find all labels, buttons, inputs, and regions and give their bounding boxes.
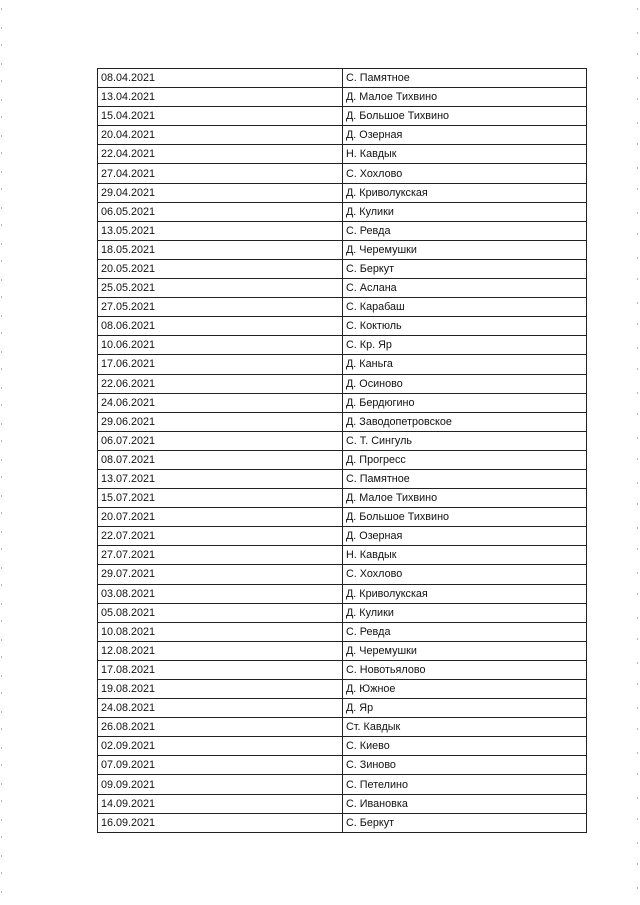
date-cell: 10.06.2021 xyxy=(98,336,343,355)
place-cell: Д. Южное xyxy=(343,680,587,699)
place-cell: С. Новотьялово xyxy=(343,660,587,679)
scan-dot xyxy=(1,44,2,46)
scan-dot xyxy=(637,413,638,415)
place-cell: С. Хохлово xyxy=(343,565,587,584)
scan-dot xyxy=(637,233,638,235)
right-scan-edge xyxy=(637,0,639,905)
scan-dot xyxy=(637,617,638,619)
scan-dot xyxy=(1,872,2,874)
scan-dot xyxy=(637,368,638,370)
date-cell: 14.09.2021 xyxy=(98,794,343,813)
scan-dot xyxy=(637,842,638,844)
date-cell: 18.05.2021 xyxy=(98,240,343,259)
scan-dot xyxy=(1,440,2,442)
date-cell: 07.09.2021 xyxy=(98,756,343,775)
table-row xyxy=(98,107,587,126)
scan-dot xyxy=(637,98,638,100)
scan-dot xyxy=(1,692,2,694)
place-cell: Д. Большое Тихвино xyxy=(343,107,587,126)
table-row xyxy=(98,279,587,298)
scan-dot xyxy=(637,437,638,439)
scan-dot xyxy=(1,603,2,605)
place-cell: С. Аслана xyxy=(343,279,587,298)
scan-dot xyxy=(1,800,2,802)
scan-dot xyxy=(1,296,2,298)
schedule-table xyxy=(97,68,587,833)
place-cell: С. Петелино xyxy=(343,775,587,794)
date-cell: 05.08.2021 xyxy=(98,603,343,622)
scan-dot xyxy=(637,662,638,664)
date-cell: 02.09.2021 xyxy=(98,737,343,756)
scan-dot xyxy=(637,503,638,505)
table-row xyxy=(98,69,587,88)
scan-dot xyxy=(637,278,638,280)
table-row xyxy=(98,355,587,374)
scan-dot xyxy=(1,476,2,478)
date-cell: 19.08.2021 xyxy=(98,680,343,699)
scan-dot xyxy=(1,855,2,857)
scan-dot xyxy=(1,548,2,550)
table-row xyxy=(98,126,587,145)
scan-dot xyxy=(1,404,2,406)
scan-dot xyxy=(1,99,2,101)
date-cell: 29.06.2021 xyxy=(98,412,343,431)
scan-dot xyxy=(637,8,638,10)
scan-dot xyxy=(637,257,638,259)
table-row xyxy=(98,221,587,240)
scan-dot xyxy=(1,584,2,586)
date-cell: 08.04.2021 xyxy=(98,69,343,88)
table-row xyxy=(98,680,587,699)
table-row xyxy=(98,813,587,832)
place-cell: Д. Малое Тихвино xyxy=(343,489,587,508)
scan-dot xyxy=(637,638,638,640)
scan-dot xyxy=(637,527,638,529)
place-cell: Д. Заводопетровское xyxy=(343,412,587,431)
scan-dot xyxy=(1,279,2,281)
table-row xyxy=(98,164,587,183)
scan-dot xyxy=(637,593,638,595)
scan-dot xyxy=(637,302,638,304)
scan-dot xyxy=(1,620,2,622)
table-row xyxy=(98,431,587,450)
scan-dot xyxy=(1,783,2,785)
table-row xyxy=(98,336,587,355)
place-cell: Д. Осиново xyxy=(343,374,587,393)
table-row xyxy=(98,527,587,546)
date-cell: 24.08.2021 xyxy=(98,699,343,718)
table-row xyxy=(98,450,587,469)
place-cell: С. Карабаш xyxy=(343,298,587,317)
scan-dot xyxy=(1,332,2,334)
scan-dot xyxy=(1,224,2,226)
date-cell: 17.06.2021 xyxy=(98,355,343,374)
scan-dot xyxy=(1,711,2,713)
scan-dot xyxy=(637,572,638,574)
date-cell: 13.04.2021 xyxy=(98,88,343,107)
scan-dot xyxy=(1,531,2,533)
date-cell: 06.07.2021 xyxy=(98,431,343,450)
place-cell: С. Кр. Яр xyxy=(343,336,587,355)
scan-dot xyxy=(637,548,638,550)
scan-dot xyxy=(1,171,2,173)
scan-dot xyxy=(637,77,638,79)
scan-dot xyxy=(637,818,638,820)
place-cell: С. Беркут xyxy=(343,259,587,278)
place-cell: Д. Прогресс xyxy=(343,450,587,469)
place-cell: Д. Бердюгино xyxy=(343,393,587,412)
scan-dot xyxy=(637,752,638,754)
date-cell: 24.06.2021 xyxy=(98,393,343,412)
scan-dot xyxy=(1,495,2,497)
scan-dot xyxy=(637,773,638,775)
table-row xyxy=(98,508,587,527)
table-row xyxy=(98,393,587,412)
date-cell: 22.06.2021 xyxy=(98,374,343,393)
place-cell: С. Памятное xyxy=(343,469,587,488)
scan-dot xyxy=(637,212,638,214)
date-cell: 15.07.2021 xyxy=(98,489,343,508)
place-cell: С. Зиново xyxy=(343,756,587,775)
date-cell: 26.08.2021 xyxy=(98,718,343,737)
place-cell: С. Памятное xyxy=(343,69,587,88)
schedule-table-body xyxy=(98,69,587,833)
date-cell: 12.08.2021 xyxy=(98,641,343,660)
scan-dot xyxy=(637,482,638,484)
date-cell: 17.08.2021 xyxy=(98,660,343,679)
place-cell: Д. Каньга xyxy=(343,355,587,374)
place-cell: Д. Криволукская xyxy=(343,183,587,202)
date-cell: 29.04.2021 xyxy=(98,183,343,202)
place-cell: С. Ивановка xyxy=(343,794,587,813)
scan-dot xyxy=(1,728,2,730)
date-cell: 08.07.2021 xyxy=(98,450,343,469)
scan-dot xyxy=(637,53,638,55)
scan-dot xyxy=(637,167,638,169)
scan-dot xyxy=(1,315,2,317)
date-cell: 08.06.2021 xyxy=(98,317,343,336)
date-cell: 09.09.2021 xyxy=(98,775,343,794)
table-row xyxy=(98,240,587,259)
date-cell: 20.05.2021 xyxy=(98,259,343,278)
place-cell: Д. Озерная xyxy=(343,126,587,145)
date-cell: 20.07.2021 xyxy=(98,508,343,527)
place-cell: Д. Яр xyxy=(343,699,587,718)
scan-dot xyxy=(637,323,638,325)
date-cell: 13.05.2021 xyxy=(98,221,343,240)
place-cell: Д. Большое Тихвино xyxy=(343,508,587,527)
scan-dot xyxy=(1,387,2,389)
scan-dot xyxy=(1,188,2,190)
table-row xyxy=(98,603,587,622)
scan-dot xyxy=(1,135,2,137)
place-cell: С. Коктюль xyxy=(343,317,587,336)
scan-dot xyxy=(637,683,638,685)
date-cell: 13.07.2021 xyxy=(98,469,343,488)
date-cell: 03.08.2021 xyxy=(98,584,343,603)
date-cell: 20.04.2021 xyxy=(98,126,343,145)
date-cell: 15.04.2021 xyxy=(98,107,343,126)
left-scan-edge xyxy=(1,0,3,905)
scan-dot xyxy=(637,188,638,190)
scan-dot xyxy=(1,152,2,154)
place-cell: Д. Озерная xyxy=(343,527,587,546)
place-cell: С. Киево xyxy=(343,737,587,756)
table-row xyxy=(98,622,587,641)
table-row xyxy=(98,794,587,813)
place-cell: Д. Черемушки xyxy=(343,240,587,259)
table-row xyxy=(98,737,587,756)
scan-dot xyxy=(1,8,2,10)
scan-dot xyxy=(1,260,2,262)
place-cell: Д. Кулики xyxy=(343,202,587,221)
table-row xyxy=(98,374,587,393)
table-row xyxy=(98,718,587,737)
table-row xyxy=(98,775,587,794)
scan-dot xyxy=(637,863,638,865)
scan-dot xyxy=(1,675,2,677)
scan-dot xyxy=(637,707,638,709)
table-row xyxy=(98,641,587,660)
scan-dot xyxy=(1,351,2,353)
place-cell: С. Беркут xyxy=(343,813,587,832)
scan-dot xyxy=(637,797,638,799)
place-cell: Ст. Кавдык xyxy=(343,718,587,737)
scan-dot xyxy=(637,143,638,145)
place-cell: Д. Криволукская xyxy=(343,584,587,603)
scan-dot xyxy=(637,32,638,34)
scan-dot xyxy=(1,423,2,425)
table-row xyxy=(98,88,587,107)
place-cell: Н. Кавдык xyxy=(343,546,587,565)
date-cell: 25.05.2021 xyxy=(98,279,343,298)
place-cell: С. Ревда xyxy=(343,221,587,240)
scan-dot xyxy=(1,764,2,766)
place-cell: Д. Черемушки xyxy=(343,641,587,660)
date-cell: 29.07.2021 xyxy=(98,565,343,584)
place-cell: С. Т. Сингуль xyxy=(343,431,587,450)
scan-dot xyxy=(1,891,2,893)
date-cell: 27.05.2021 xyxy=(98,298,343,317)
scan-dot xyxy=(1,63,2,65)
scan-dot xyxy=(637,122,638,124)
scan-dot xyxy=(1,80,2,82)
table-row xyxy=(98,298,587,317)
scan-dot xyxy=(637,728,638,730)
place-cell: Д. Кулики xyxy=(343,603,587,622)
table-row xyxy=(98,145,587,164)
table-row xyxy=(98,565,587,584)
date-cell: 27.07.2021 xyxy=(98,546,343,565)
table-row xyxy=(98,699,587,718)
scan-dot xyxy=(1,836,2,838)
scan-dot xyxy=(637,458,638,460)
table-row xyxy=(98,183,587,202)
table-row xyxy=(98,202,587,221)
table-row xyxy=(98,660,587,679)
place-cell: С. Ревда xyxy=(343,622,587,641)
scan-dot xyxy=(1,639,2,641)
scan-dot xyxy=(1,512,2,514)
scan-dot xyxy=(1,27,2,29)
table-row xyxy=(98,584,587,603)
table-row xyxy=(98,412,587,431)
table-row xyxy=(98,489,587,508)
scan-dot xyxy=(637,392,638,394)
scan-dot xyxy=(1,819,2,821)
scan-dot xyxy=(1,747,2,749)
date-cell: 16.09.2021 xyxy=(98,813,343,832)
date-cell: 06.05.2021 xyxy=(98,202,343,221)
date-cell: 22.07.2021 xyxy=(98,527,343,546)
scan-dot xyxy=(1,207,2,209)
scan-dot xyxy=(1,656,2,658)
date-cell: 22.04.2021 xyxy=(98,145,343,164)
table-row xyxy=(98,469,587,488)
date-cell: 10.08.2021 xyxy=(98,622,343,641)
date-cell: 27.04.2021 xyxy=(98,164,343,183)
scan-dot xyxy=(637,887,638,889)
scan-dot xyxy=(1,459,2,461)
table-row xyxy=(98,546,587,565)
place-cell: Н. Кавдык xyxy=(343,145,587,164)
table-row xyxy=(98,259,587,278)
scan-dot xyxy=(1,243,2,245)
table-row xyxy=(98,756,587,775)
place-cell: Д. Малое Тихвино xyxy=(343,88,587,107)
place-cell: С. Хохлово xyxy=(343,164,587,183)
scan-dot xyxy=(1,116,2,118)
table-row xyxy=(98,317,587,336)
scan-dot xyxy=(637,347,638,349)
scan-dot xyxy=(1,567,2,569)
scan-dot xyxy=(1,368,2,370)
